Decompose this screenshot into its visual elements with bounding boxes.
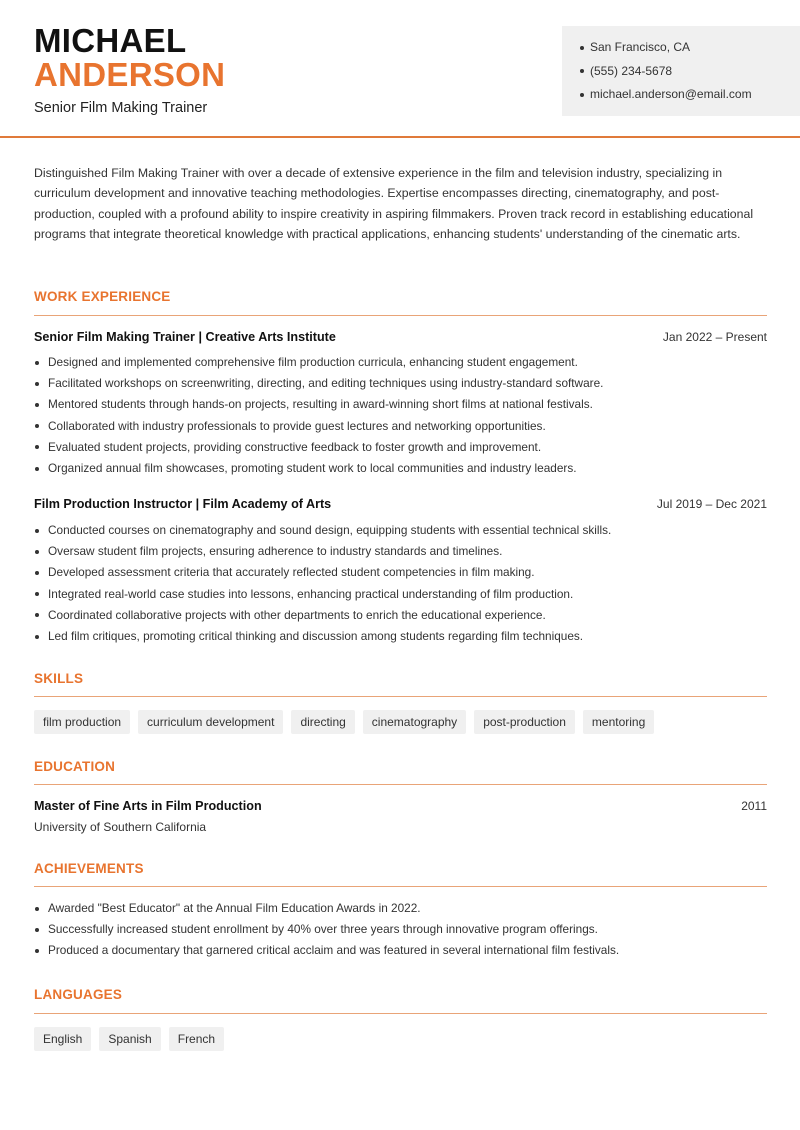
bullet-icon <box>35 467 39 471</box>
job-header <box>34 330 767 348</box>
list-item <box>34 605 767 626</box>
contact-email <box>580 83 800 107</box>
contact-phone <box>580 60 800 84</box>
list-item-text: Led film critiques, promoting critical thinking and discussion among students regarding film techniques. <box>48 628 584 643</box>
list-item <box>34 562 767 583</box>
job-title: Senior Film Making Trainer <box>34 100 208 116</box>
contact-phone-text: (555) 234-5678 <box>590 63 673 78</box>
job-header <box>34 497 767 515</box>
bullet-icon <box>35 361 39 365</box>
job-role: Film Production Instructor | Film Academy of Arts <box>34 497 332 511</box>
list-item <box>34 437 767 458</box>
list-item-text: Evaluated student projects, providing constructive feedback to foster growth and improvement. <box>48 439 542 454</box>
bullet-icon <box>35 403 39 407</box>
summary-paragraph: Distinguished Film Making Trainer with over a decade of extensive experience in the film and television industry, specializing in curriculum development and innovative teaching methodologies. Expertise encompasses directing, cinematography, and post-production, coupled with a profound ability to inspire creativity in aspiring filmmakers. Proven track record in establishing educational programs that integrate theoretical knowledge with practical applications, enhancing students' understanding of the cinematic arts. <box>34 166 754 242</box>
bullet-icon <box>35 571 39 575</box>
education-degree: Master of Fine Arts in Film Production <box>34 799 262 813</box>
section-divider <box>34 315 767 316</box>
contact-box <box>562 26 800 116</box>
list-item <box>34 394 767 415</box>
skill-tag: post-production <box>474 710 575 734</box>
list-item-text: Integrated real-world case studies into lessons, enhancing practical understanding of film production. <box>48 586 574 601</box>
job-date: Jan 2022 – Present <box>662 330 767 344</box>
languages-list <box>34 1027 224 1051</box>
section-title-skills: SKILLS <box>34 671 84 686</box>
education-year: 2011 <box>741 799 767 813</box>
bullet-icon <box>580 93 584 97</box>
bullet-icon <box>35 424 39 428</box>
education-school: University of Southern California <box>34 820 207 834</box>
list-item-text: Coordinated collaborative projects with other departments to enrich the educational experience. <box>48 607 546 622</box>
contact-location <box>580 36 800 60</box>
section-title-achievements: ACHIEVEMENTS <box>34 861 144 876</box>
list-item <box>34 898 767 919</box>
skill-tag: mentoring <box>583 710 654 734</box>
language-tag: English <box>34 1027 91 1051</box>
resume-header <box>0 0 800 138</box>
list-item <box>34 416 767 437</box>
section-divider <box>34 696 767 697</box>
list-item-text: Collaborated with industry professionals to provide guest lectures and networking opportunities. <box>48 418 546 433</box>
list-item <box>34 584 767 605</box>
list-item-text: Mentored students through hands-on projects, resulting in award-winning short films at national festivals. <box>48 397 593 412</box>
list-item-text: Successfully increased student enrollment by 40% over three years through innovative program offerings. <box>48 922 598 937</box>
contact-location-text: San Francisco, CA <box>590 40 691 54</box>
bullet-icon <box>580 46 584 50</box>
section-title-work: WORK EXPERIENCE <box>34 289 171 304</box>
list-item-text: Designed and implemented comprehensive film production curricula, enhancing student engagement. <box>48 355 578 369</box>
bullet-icon <box>35 592 39 596</box>
skills-list <box>34 710 654 734</box>
language-tag: French <box>169 1027 224 1051</box>
skill-tag: directing <box>291 710 354 734</box>
bullet-icon <box>580 69 584 73</box>
skill-tag: cinematography <box>363 710 466 734</box>
list-item <box>34 458 767 479</box>
list-item-text: Organized annual film showcases, promoting student work to local communities and industry leaders. <box>48 460 577 475</box>
bullet-icon <box>35 949 39 953</box>
bullet-icon <box>35 550 39 554</box>
skill-tag: curriculum development <box>138 710 283 734</box>
section-divider <box>34 784 767 785</box>
skill-tag: film production <box>34 710 130 734</box>
list-item <box>34 373 767 394</box>
bullet-icon <box>35 382 39 386</box>
job-bullets <box>34 520 767 647</box>
section-title-languages: LANGUAGES <box>34 987 123 1002</box>
section-divider <box>34 886 767 887</box>
list-item-text: Oversaw student film projects, ensuring adherence to industry standards and timelines. <box>48 544 503 559</box>
language-tag: Spanish <box>99 1027 160 1051</box>
list-item <box>34 352 767 373</box>
bullet-icon <box>35 613 39 617</box>
list-item <box>34 919 767 940</box>
list-item <box>34 541 767 562</box>
list-item-text: Conducted courses on cinematography and sound design, equipping students with essential technical skills. <box>48 523 612 537</box>
list-item <box>34 940 767 961</box>
job-bullets <box>34 352 767 479</box>
job-role: Senior Film Making Trainer | Creative Arts Institute <box>34 330 336 344</box>
list-item-text: Developed assessment criteria that accurately reflected student competencies in film making. <box>48 565 535 580</box>
contact-email-text: michael.anderson@email.com <box>590 87 752 101</box>
list-item <box>34 626 767 647</box>
list-item <box>34 520 767 541</box>
achievements-list <box>34 898 767 962</box>
list-item-text: Awarded "Best Educator" at the Annual Film Education Awards in 2022. <box>48 901 421 915</box>
section-divider <box>34 1013 767 1014</box>
bullet-icon <box>35 928 39 932</box>
list-item-text: Produced a documentary that garnered critical acclaim and was featured in several international film festivals. <box>48 943 620 958</box>
bullet-icon <box>35 907 39 911</box>
job-date: Jul 2019 – Dec 2021 <box>656 497 767 511</box>
section-title-education: EDUCATION <box>34 759 116 774</box>
last-name: ANDERSON <box>34 56 226 93</box>
bullet-icon <box>35 445 39 449</box>
first-name: MICHAEL <box>34 22 187 59</box>
list-item-text: Facilitated workshops on screenwriting, directing, and editing techniques using industry-standard software. <box>48 376 604 391</box>
bullet-icon <box>35 635 39 639</box>
bullet-icon <box>35 529 39 533</box>
